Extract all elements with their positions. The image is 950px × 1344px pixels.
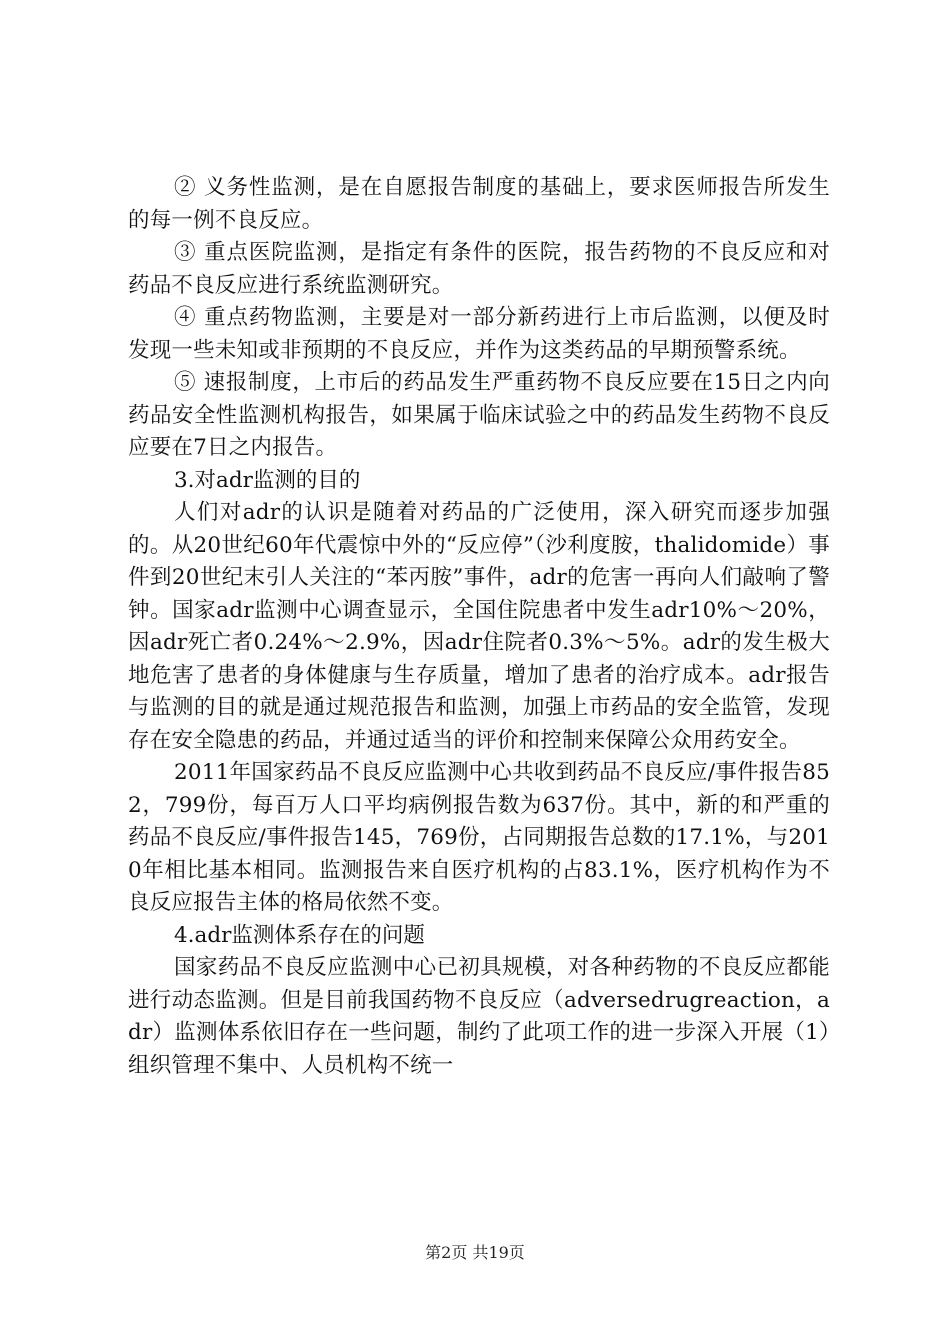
section-heading-problems: 4.adr监测体系存在的问题 (174, 922, 425, 948)
document-body (128, 172, 830, 1082)
paragraph-purpose: 人们对adr的认识是随着对药品的广泛使用，深入研究而逐步加强的。从20世纪60年代震惊中外的“反应停”（沙利度胺，thalidomide）事件到20世纪末引人关注的“苯丙胺”事件，adr的危害一再向人们敲响了警钟。国家adr监测中心调查显示，全国住院患者中发生adr10%～20%，因adr死亡者0.24%～2.9%，因adr住院者0.3%～5%。adr的发生极大地危害了患者的身体健康与生存质量，增加了患者的治疗成本。adr报告与监测的目的就是通过规范报告和监测，加强上市药品的安全监管，发现存在安全隐患的药品，并通过适当的评价和控制来保障公众用药安全。 (128, 500, 830, 753)
page-footer (0, 1240, 950, 1263)
paragraph-problems: 国家药品不良反应监测中心已初具规模，对各种药物的不良反应都能进行动态监测。但是目前我国药物不良反应（adversedrugreaction，adr）监测体系依旧存在一些问题，制约了此项工作的进一步深入开展（1）组织管理不集中、人员机构不统一 (128, 955, 830, 1078)
paragraph-rapid-reporting: ⑤ 速报制度，上市后的药品发生严重药物不良反应要在15日之内向药品安全性监测机构报告，如果属于临床试验之中的药品发生药物不良反应要在7日之内报告。 (128, 370, 830, 460)
paragraph-key-drug-monitoring: ④ 重点药物监测，主要是对一部分新药进行上市后监测，以便及时发现一些未知或非预期的不良反应，并作为这类药品的早期预警系统。 (128, 305, 830, 363)
paragraph-mandatory-monitoring: ② 义务性监测，是在自愿报告制度的基础上，要求医师报告所发生的每一例不良反应。 (128, 175, 830, 233)
paragraph-2011-statistics: 2011年国家药品不良反应监测中心共收到药品不良反应/事件报告852，799份，每百万人口平均病例报告数为637份。其中，新的和严重的药品不良反应/事件报告145，769份，占同期报告总数的17.1%，与2010年相比基本相同。监测报告来自医疗机构的占83.1%，医疗机构作为不良反应报告主体的格局依然不变。 (128, 760, 830, 915)
paragraph-key-hospital-monitoring: ③ 重点医院监测，是指定有条件的医院，报告药物的不良反应和对药品不良反应进行系统监测研究。 (128, 240, 830, 298)
section-heading-purpose: 3.对adr监测的目的 (174, 467, 361, 493)
page-number: 第2页 共19页 (425, 1243, 525, 1262)
